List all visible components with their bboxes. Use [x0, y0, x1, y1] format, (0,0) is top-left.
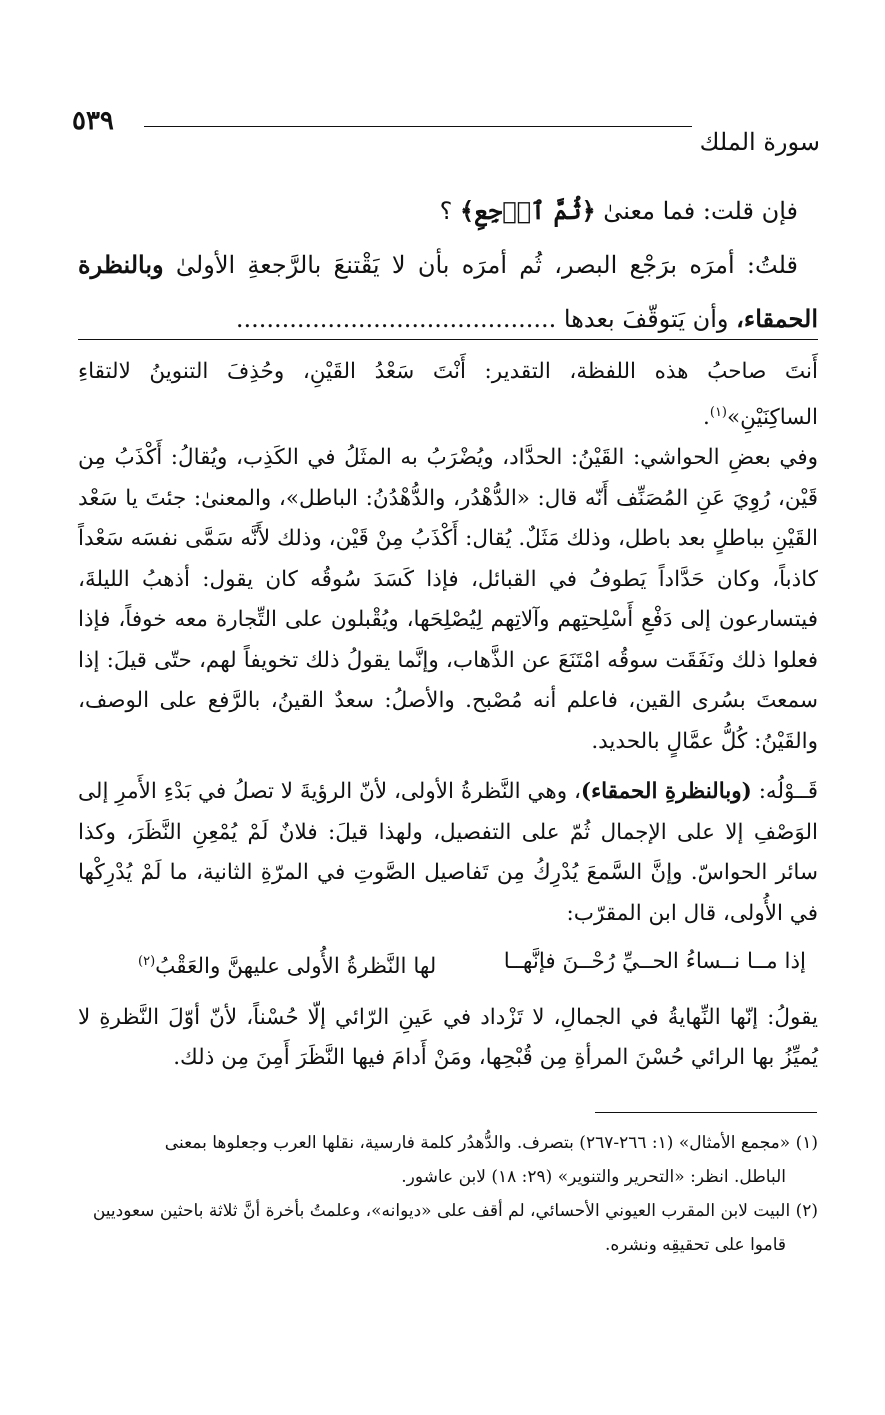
main-text: [78, 184, 818, 346]
question-line: [78, 184, 818, 238]
footnotes: [78, 1126, 818, 1262]
quran-quote: ﴿ثُمَّ ٱرۡجِعِ﴾: [460, 196, 596, 225]
footnote-ref-2[interactable]: (٢): [138, 954, 156, 970]
surah-title: سورة الملك: [699, 128, 820, 156]
commentary-text-1: أَنتَ صاحبُ هذه اللفظة، التقدير: أَنْتَ سَعْدُ القَيْنِ، وحُذِفَ التنوينُ لالتقاءِ الساكِنَيْنِ»: [78, 359, 818, 430]
main-text-divider: [78, 339, 818, 340]
page-header: [72, 106, 820, 156]
commentary-text-1-end: .: [703, 404, 710, 430]
poetry-verse: [78, 934, 818, 998]
question-prefix: فإن قلت: فما معنىٰ: [603, 197, 798, 225]
footnote-ref-1[interactable]: (١): [709, 404, 727, 420]
verse-second-hemistich: [138, 942, 436, 988]
footnote-2-line-1: (٢) البيت لابن المقرب العيوني الأحسائي، لم أقف على «ديوانه»، وعلمتُ بأخرة أنَّ ثلاثة باحثين سعوديين: [92, 1201, 818, 1221]
verse-second-text: لها النَّظرةُ الأُولى عليهنَّ والعَقْبُ: [155, 954, 437, 980]
commentary-paragraph-3: [78, 772, 818, 934]
footnote-2-line-2: قاموا على تحقيقِه ونشره.: [604, 1235, 786, 1255]
verse-first-hemistich: إذا مــا نــساءُ الحــيِّ رُحْــنَ فإنَّهــا: [503, 949, 806, 975]
answer-paragraph: [78, 238, 818, 346]
footnote-1-line-2: الباطل. انظر: «التحرير والتنوير» (٢٩: ١٨) لابن عاشور.: [401, 1167, 786, 1187]
answer-suffix: وأن يَتوقّفَ بعدها ..........................................: [235, 305, 729, 333]
question-suffix: ؟: [439, 197, 453, 225]
commentary: [78, 352, 818, 1079]
footnote-divider: [595, 1112, 817, 1113]
page-number: ٥٣٩: [72, 106, 114, 136]
answer-prefix: قلتُ: أمرَه برَجْع البصر، ثُم أمرَه بأن لا يَقْتنعَ بالرَّجعةِ الأولىٰ: [175, 251, 798, 279]
commentary-paragraph-1: [78, 352, 818, 438]
header-divider: [144, 126, 692, 127]
footnote-1-line-1: (١) «مجمع الأمثال» (١: ٢٦٦-٢٦٧) بتصرف. والدُّهدُر كلمة فارسية، نقلها العرب وجعلوها بمعنى: [164, 1133, 818, 1153]
qawluhu-lead: قَــوْلُه:: [758, 779, 818, 805]
commentary-text-3: ، وهي النَّظرةُ الأولى، لأنّ الرؤيةَ لا تصلُ في بَدْءِ الأَمرِ إلى الوَصْفِ إلا على الإجمال ثُمّ على التفصيل، ولهذا قيلَ: فلانٌ لَمْ يُمْعِنِ النَّظَرَ، وكذا سائر الحواسّ. وإنَّ السَّمعَ يُدْرِكُ مِن تَفاصيل الصَّوتِ في المرّةِ الثانية، ما لَمْ يُدْرِكْها في الأُولى، قال ابن المقرّب:: [78, 779, 818, 926]
commentary-paragraph-4: يقولُ: إنّها النِّهايةُ في الجمالِ، لا تَزْداد في عَينِ الرّائي إلّا حُسْناً، لأنّ أوّلَ النَّظرةِ لا يُميِّزُ بها الرائي حُسْنَ المرأةِ مِن قُبْحِها، ومَنْ أَدامَ فيها النَّظَرَ أَمِنَ مِن ذلك.: [78, 1004, 818, 1071]
quoted-phrase: (وبالنظرةِ الحمقاء): [580, 779, 752, 805]
commentary-paragraph-2: وفي بعضِ الحواشي: القَيْنُ: الحدَّاد، ويُضْرَبُ به المثَلُ في الكَذِب، ويُقالُ: أَكْذَبُ مِن قَيْن، رُوِيَ عَنِ المُصَنِّف أَنّه قال: «الدُّهْدُر، والدُّهْدُنُ: الباطل»، والمعنىٰ: جئتَ يا سَعْد القَيْنِ بباطلٍ بعد باطل، وذلك مَثَلٌ. يُقال: أَكْذَبُ مِنْ قَيْن، وذلك لأَنَّه سَمَّى نفسَه سَعْداً كاذباً، وكان حَدَّاداً يَطوفُ في القبائل، فإذا كَسَدَ سُوقُه كان يقول: أذهبُ الليلةَ، فيتسارعون إلى دَفْعِ أَسْلِحتِهم وآلاتِهم لِيُصْلِحَها، ويُقْبلون على التِّجارة معه خوفاً، فإذا فعلوا ذلك ونَفَقَت سوقُه امْتَنَعَ عن الذَّهاب، وإنَّما يقولُ ذلك تخويفاً لهم، حتّى قيلَ: إذا سمعتَ بسُرى القين، فاعلم أنه مُصْبح. والأصلُ: سعدٌ القينُ، بالرَّفع على الوصف، والقَيْنُ: كُلُّ عمَّالٍ بالحديد.: [78, 445, 818, 754]
answer-bold: وبالنظرة الحمقاء،: [78, 250, 818, 333]
